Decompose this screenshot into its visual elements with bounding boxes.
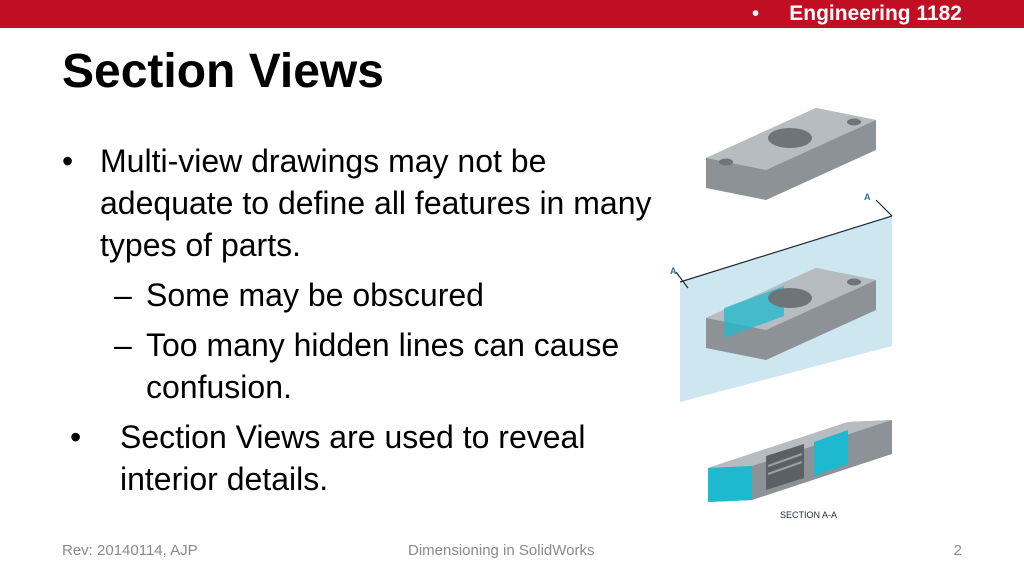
cutting-plane-view (670, 192, 892, 402)
mount-hole (719, 159, 733, 166)
bullet-list (62, 140, 662, 500)
bullet-item (62, 140, 662, 266)
page-number: 2 (953, 542, 962, 559)
sub-bullet-marker: – (114, 277, 132, 313)
bullet-marker: • (62, 143, 74, 179)
cut-face (708, 466, 752, 502)
center-hole (768, 128, 812, 148)
cutting-plane-arrow (876, 200, 892, 216)
mount-hole (847, 279, 861, 286)
sub-bullet-item (62, 324, 662, 408)
sub-bullet-item (62, 274, 662, 316)
cut-label-left: A (670, 266, 677, 276)
section-view-illustration (664, 90, 914, 530)
cut-label-right: A (864, 192, 871, 202)
mount-hole (847, 119, 861, 126)
sectioned-part (708, 420, 892, 520)
sub-bullet-marker: – (114, 327, 132, 363)
slide-title: Section Views (62, 45, 384, 98)
header-bar (0, 0, 1024, 28)
course-label (752, 2, 962, 26)
bullet-text: Multi-view drawings may not be adequate to define all features in many types of parts. (100, 143, 652, 263)
part-isometric (706, 108, 876, 200)
course-bullet: • (751, 2, 760, 25)
footer-title: Dimensioning in SolidWorks (408, 542, 595, 559)
footer-revision: Rev: 20140114, AJP (62, 542, 198, 559)
sub-bullet-text: Too many hidden lines can cause confusion. (146, 327, 620, 405)
figure-caption: SECTION A-A (780, 510, 838, 520)
course-title: Engineering 1182 (789, 2, 962, 25)
bullet-marker: • (70, 419, 82, 455)
bullet-item (62, 416, 662, 500)
sub-bullet-text: Some may be obscured (146, 277, 484, 313)
bullet-text: Section Views are used to reveal interior details. (120, 419, 586, 497)
center-hole (768, 288, 812, 308)
